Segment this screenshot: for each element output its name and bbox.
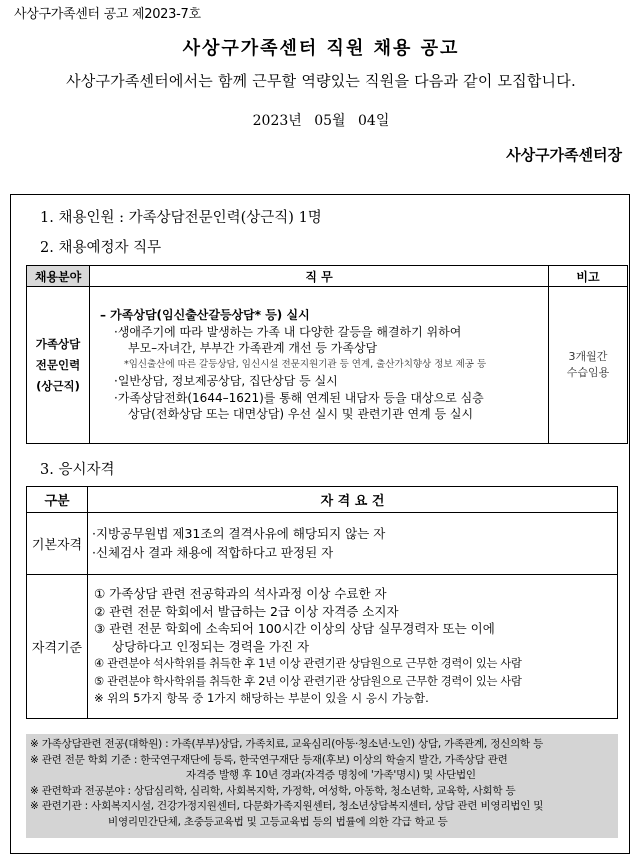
notes-box [26, 734, 618, 838]
requirement-line: ④ 관련분야 석사학위를 취득한 후 1년 이상 관련기관 상담원으로 근무한 경력이 있는 사람 [94, 657, 522, 671]
note-line: ※ 관련 전문 학회 기준 : 한국연구재단에 등록, 한국연구재단 등재(후보) 이상의 학술지 발간, 가족상담 관련 [30, 753, 508, 766]
requirement-note: ※ 위의 5가지 항목 중 1가지 해당하는 부분이 있을 시 응시 가능함. [94, 691, 429, 706]
note-line: ※ 가족상담관련 전공(대학원) : 가족(부부)상담, 가족치료, 교육심리(아동·청소년·노인) 상담, 가족관계, 정신의학 등 [30, 738, 544, 750]
requirement-line: ① 가족상담 관련 전공학과의 석사과정 이상 수료한 자 [94, 586, 387, 602]
section-2-heading: 2. 채용예정자 직무 [40, 240, 162, 256]
duty-line: – 가족상담(임신출산갈등상담* 등) 실시 [100, 308, 310, 323]
duty-line: 부모–자녀간, 부부간 가족관계 개선 등 가족상담 [128, 341, 378, 356]
issuer: 사상구가족센터장 [506, 146, 622, 164]
duties-cell [90, 287, 549, 444]
row-label-basic: 기본자격 [27, 513, 88, 575]
note-cell: 3개월간 수습임용 [549, 287, 628, 444]
requirement-line: ·지방공무원법 제31조의 결격사유에 해당되지 않는 자 [92, 526, 386, 541]
header-field: 채용분야 [27, 266, 90, 287]
header-category: 구분 [27, 487, 88, 513]
field-cell: 가족상담 전문인력 (상근직) [27, 287, 90, 444]
basic-requirements [88, 513, 618, 575]
requirement-line: ·신체검사 결과 채용에 적합하다고 판정된 자 [92, 544, 334, 560]
duty-line: ·가족상담전화(1644–1621)를 통해 연계된 내담자 등을 대상으로 심층 [114, 390, 484, 405]
requirement-line: 상당하다고 인정되는 경력을 가진 자 [112, 638, 310, 654]
section-3-heading: 3. 응시자격 [40, 462, 115, 478]
criteria-requirements [88, 575, 618, 719]
header-requirements: 자 격 요 건 [88, 487, 618, 513]
requirement-line: ⑤ 관련분야 학사학위를 취득한 후 2년 이상 관련기관 상담원으로 근무한 경력이 있는 사람 [94, 674, 522, 688]
duty-line: ·생애주기에 따라 발생하는 가족 내 다양한 갈등을 해결하기 위하여 [114, 324, 462, 339]
duty-line: 상담(전화상담 또는 대면상담) 우선 실시 및 관련기관 연계 등 실시 [128, 407, 474, 422]
note-line: 자격증 발행 후 10년 경과(자격증 명칭에 '가족'명시) 및 사단법인 [186, 769, 476, 781]
row-label-criteria: 자격기준 [27, 575, 88, 719]
duty-line: ·일반상담, 정보제공상담, 집단상담 등 실시 [114, 374, 338, 389]
requirement-line: ② 관련 전문 학회에서 발급하는 2급 이상 자격증 소지자 [94, 603, 399, 619]
qualification-table [26, 486, 618, 719]
document-number: 사상구가족센터 공고 제2023-7호 [14, 7, 201, 22]
header-note: 비고 [549, 266, 628, 287]
duty-footnote: *임신출산에 따른 갈등상담, 임신시설 전문지원기관 등 연계, 출산가치향상 정보 제공 등 [124, 358, 487, 370]
intro-text: 사상구가족센터에서는 함께 근무할 역량있는 직원을 다음과 같이 모집합니다. [66, 72, 576, 90]
announcement-date: 2023년 05월 04일 [252, 113, 390, 129]
header-duties: 직 무 [90, 266, 549, 287]
note-line: 비영리민간단체, 초중등교육법 및 고등교육법 등의 법률에 의한 각급 학교 등 [108, 815, 448, 828]
requirement-line: ③ 관련 전문 학회에 소속되어 100시간 이상의 상담 실무경력자 또는 이에 [94, 621, 495, 637]
duties-table [26, 265, 628, 444]
note-line: ※ 관련학과 전공분야 : 상담심리학, 심리학, 사회복지학, 가정학, 여성학, 아동학, 청소년학, 교육학, 사회학 등 [30, 784, 516, 797]
section-1-headcount: 1. 채용인원 : 가족상담전문인력(상근직) 1명 [40, 210, 322, 226]
note-line: ※ 관련기관 : 사회복지시설, 건강가정지원센터, 다문화가족지원센터, 청소년상담복지센터, 상담 관련 비영리법인 및 [30, 800, 544, 812]
page-title: 사상구가족센터 직원 채용 공고 [182, 38, 460, 59]
